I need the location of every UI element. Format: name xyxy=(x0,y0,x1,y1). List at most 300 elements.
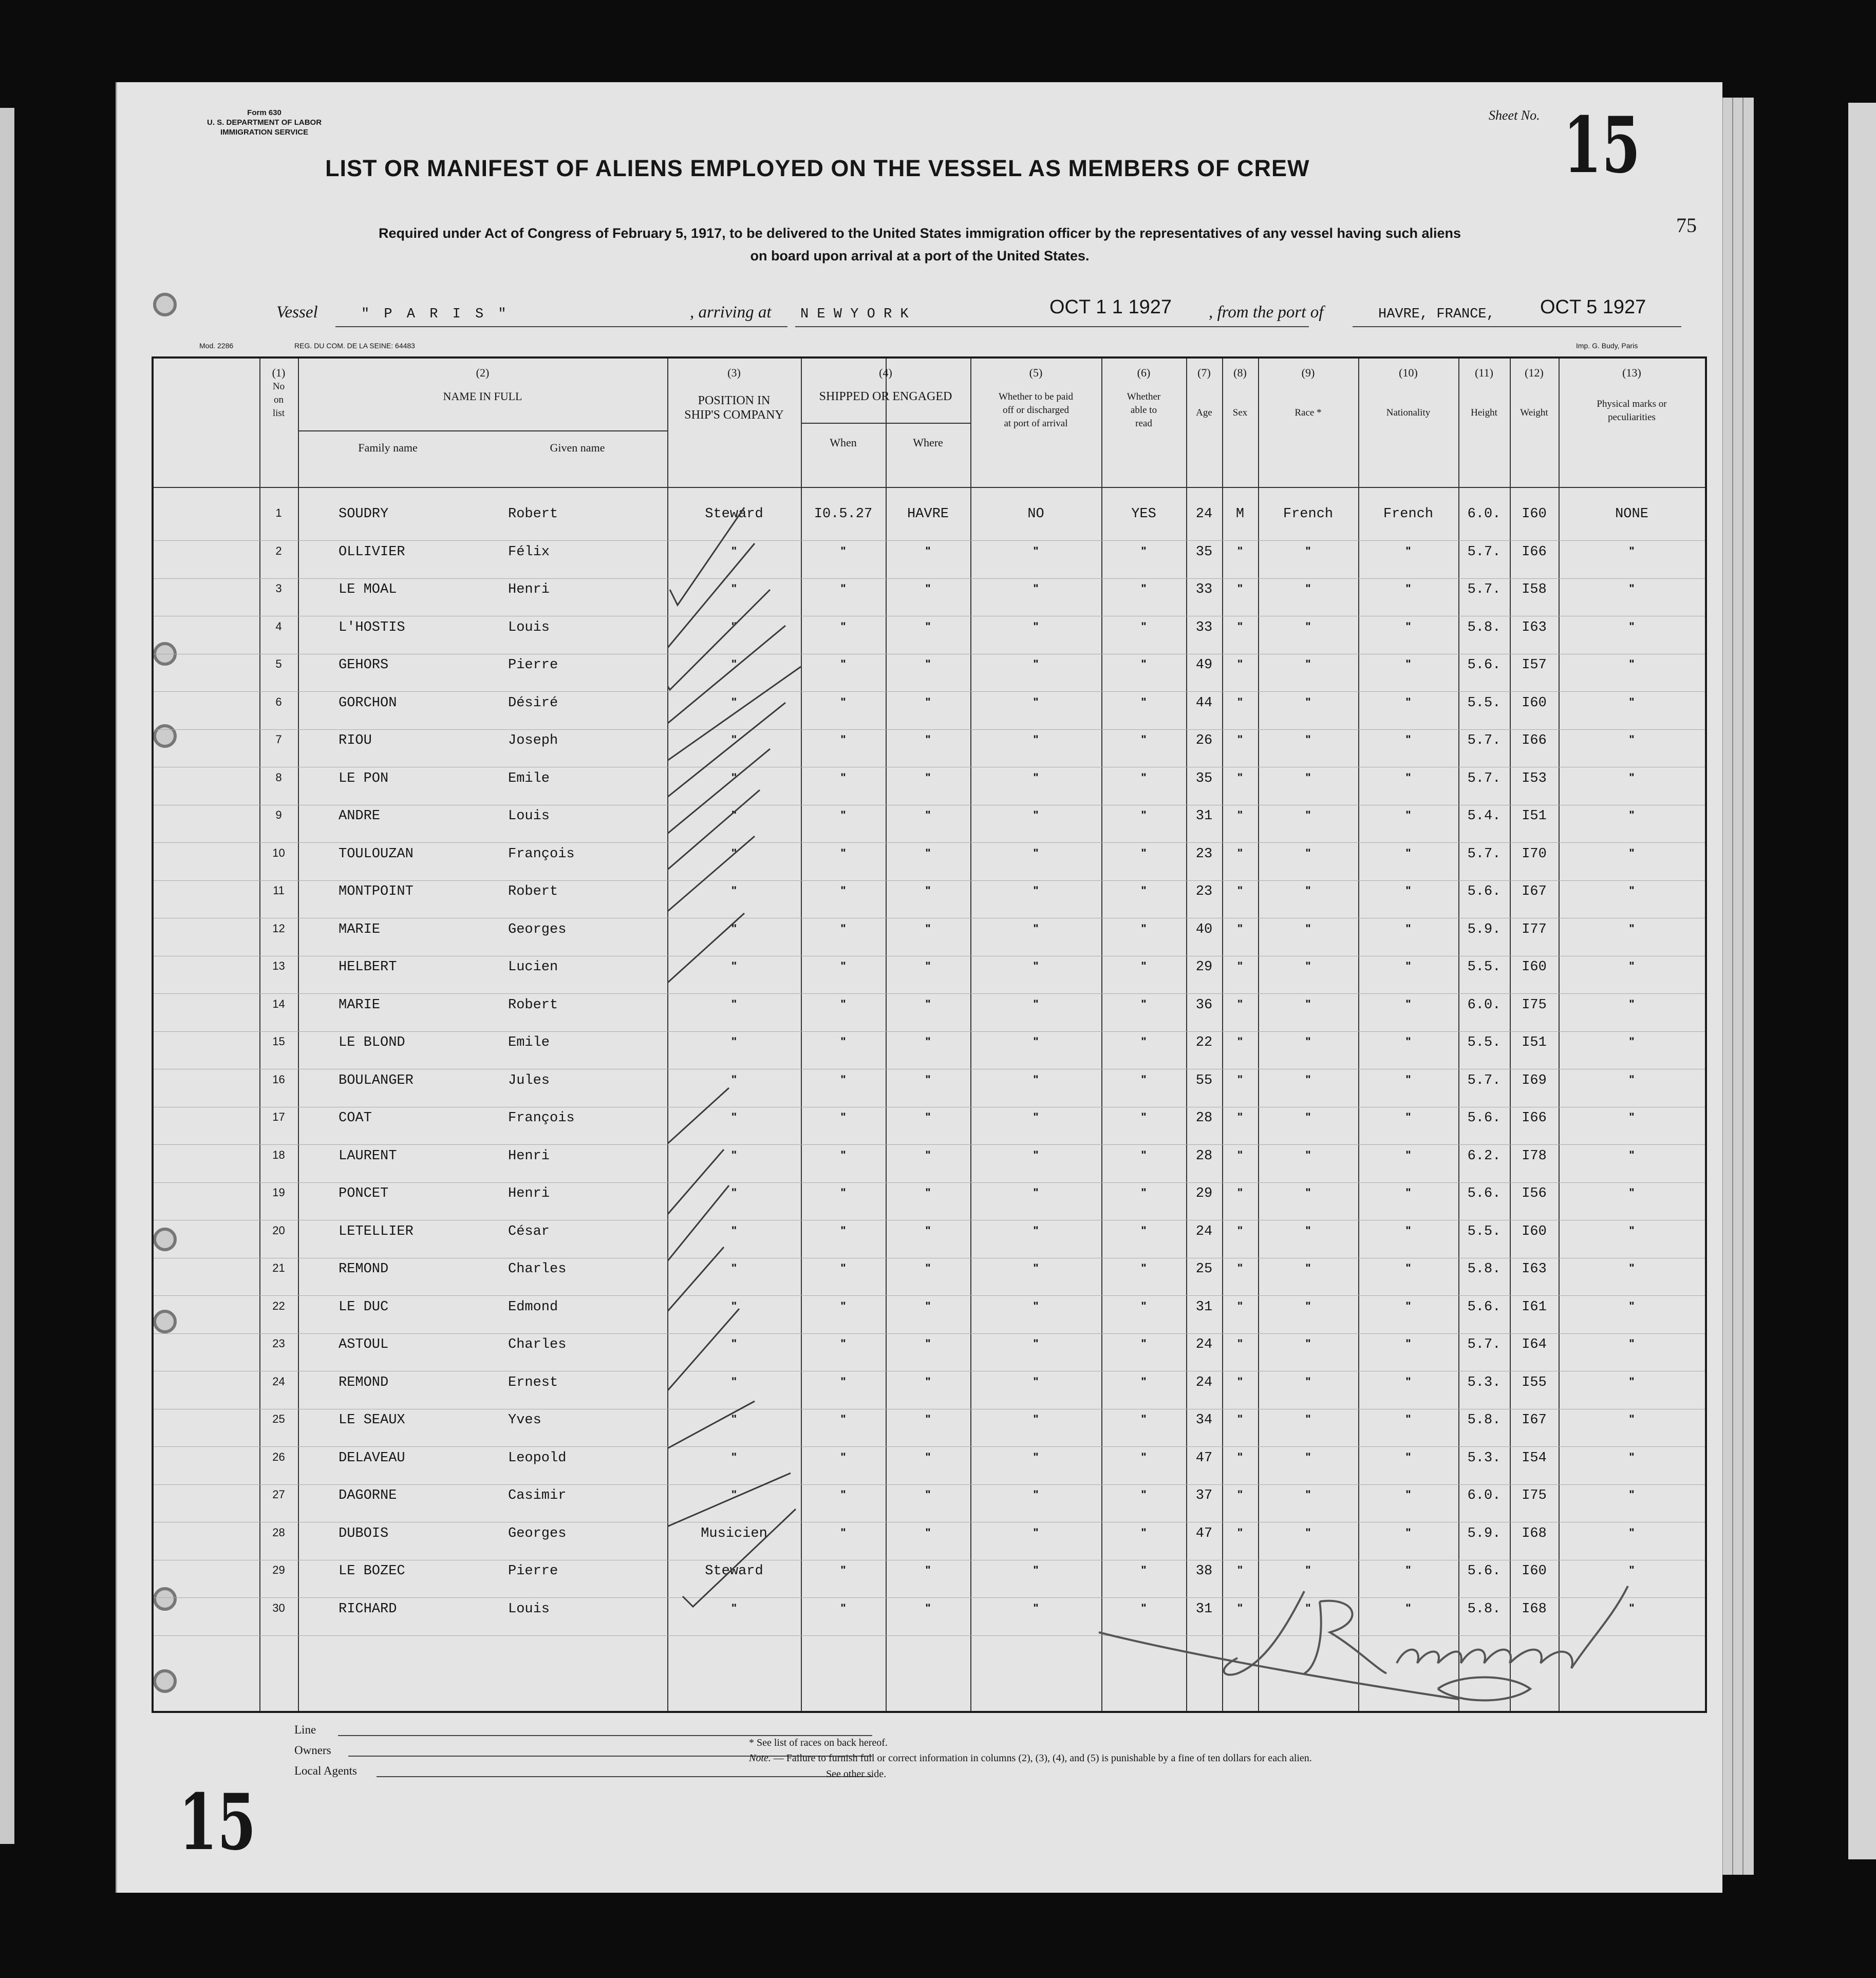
row-26-age: 47 xyxy=(1195,1450,1213,1466)
row-11-weight: I67 xyxy=(1522,884,1547,899)
row-3-age: 33 xyxy=(1195,582,1213,597)
row-29-age: 38 xyxy=(1195,1563,1213,1579)
row-30-given: Louis xyxy=(508,1601,550,1617)
row-18-position: " xyxy=(731,1148,737,1161)
row-6-marks: " xyxy=(1629,695,1635,708)
row-15-no: 15 xyxy=(272,1035,285,1048)
row-21-weight: I63 xyxy=(1522,1261,1547,1277)
row-1-weight: I60 xyxy=(1522,506,1547,522)
row-17-when: " xyxy=(840,1110,846,1123)
check-mark xyxy=(667,667,801,764)
line-label: Line xyxy=(294,1723,316,1736)
family-name-header: Family name xyxy=(358,441,418,454)
row-12-family: MARIE xyxy=(339,921,381,937)
row-15-when: " xyxy=(840,1035,846,1048)
row-4-race: " xyxy=(1305,619,1311,633)
row-13-no: 13 xyxy=(272,959,285,972)
row-8-paid: " xyxy=(1033,770,1039,784)
row-11-marks: " xyxy=(1629,884,1635,897)
row-23-weight: I64 xyxy=(1522,1337,1547,1352)
row-18-no: 18 xyxy=(272,1148,285,1161)
row-6-when: " xyxy=(840,695,846,708)
row-21-marks: " xyxy=(1629,1261,1635,1274)
row-21-nationality: " xyxy=(1405,1261,1411,1274)
row-22-where: " xyxy=(925,1299,931,1312)
row-23-family: ASTOUL xyxy=(339,1337,389,1352)
row-13-nationality: " xyxy=(1405,959,1411,972)
col-12-header: (12) Weight xyxy=(1520,366,1548,418)
row-24-weight: I55 xyxy=(1522,1374,1547,1390)
row-24-read: " xyxy=(1141,1374,1147,1388)
row-8-given: Emile xyxy=(508,770,550,786)
row-25-position: " xyxy=(731,1412,737,1425)
row-15-nationality: " xyxy=(1405,1035,1411,1048)
form-header xyxy=(207,108,322,137)
row-8-weight: I53 xyxy=(1522,770,1547,786)
row-25-age: 34 xyxy=(1195,1412,1213,1428)
row-28-sex: " xyxy=(1237,1525,1243,1539)
row-5-height: 5.6. xyxy=(1467,657,1501,673)
row-13-height: 5.5. xyxy=(1467,959,1501,975)
row-5-race: " xyxy=(1305,657,1311,670)
row-2-where: " xyxy=(925,544,931,557)
row-1-race: French xyxy=(1283,506,1334,522)
row-6-position: " xyxy=(731,695,737,708)
vessel-name: " P A R I S " xyxy=(361,307,510,322)
row-11-race: " xyxy=(1305,884,1311,897)
form-number: Form 630 xyxy=(247,108,282,117)
row-29-read: " xyxy=(1141,1563,1147,1576)
row-18-family: LAURENT xyxy=(339,1148,397,1164)
row-23-age: 24 xyxy=(1195,1337,1213,1352)
row-10-paid: " xyxy=(1033,846,1039,859)
binder-hole xyxy=(153,293,177,316)
row-4-nationality: " xyxy=(1405,619,1411,633)
row-29-sex: " xyxy=(1237,1563,1243,1576)
row-21-height: 5.8. xyxy=(1467,1261,1501,1277)
row-29-family: LE BOZEC xyxy=(339,1563,405,1579)
row-27-family: DAGORNE xyxy=(339,1488,397,1503)
row-12-given: Georges xyxy=(508,921,567,937)
row-22-age: 31 xyxy=(1195,1299,1213,1315)
owners-label: Owners xyxy=(294,1744,331,1757)
row-5-weight: I57 xyxy=(1522,657,1547,673)
row-6-sex: " xyxy=(1237,695,1243,708)
row-22-nationality: " xyxy=(1405,1299,1411,1312)
row-10-race: " xyxy=(1305,846,1311,859)
row-2-position: " xyxy=(731,544,737,557)
row-18-weight: I78 xyxy=(1522,1148,1547,1164)
row-18-read: " xyxy=(1141,1148,1147,1161)
row-6-age: 44 xyxy=(1195,695,1213,711)
row-1-paid: NO xyxy=(1027,506,1044,522)
row-15-height: 5.5. xyxy=(1467,1035,1501,1050)
row-27-read: " xyxy=(1141,1488,1147,1501)
row-15-weight: I51 xyxy=(1522,1035,1547,1050)
subtitle: Required under Act of Congress of February 5, 1917, to be delivered to the United States immigration officer by the representatives of any vessel having such aliens on board upon arrival at a port of the United States. xyxy=(378,225,1461,263)
row-5-given: Pierre xyxy=(508,657,558,673)
when-header: When xyxy=(830,436,857,449)
row-17-given: François xyxy=(508,1110,575,1126)
check-mark xyxy=(667,1185,729,1268)
row-9-marks: " xyxy=(1629,808,1635,821)
row-14-sex: " xyxy=(1237,997,1243,1010)
department: U. S. DEPARTMENT OF LABOR xyxy=(207,118,322,127)
row-17-race: " xyxy=(1305,1110,1311,1123)
row-28-weight: I68 xyxy=(1522,1525,1547,1541)
row-30-where: " xyxy=(925,1601,931,1614)
row-10-read: " xyxy=(1141,846,1147,859)
row-22-family: LE DUC xyxy=(339,1299,389,1315)
row-6-race: " xyxy=(1305,695,1311,708)
row-19-race: " xyxy=(1305,1186,1311,1199)
row-27-position: " xyxy=(731,1488,737,1501)
row-29-race: " xyxy=(1305,1563,1311,1576)
row-25-read: " xyxy=(1141,1412,1147,1425)
row-19-sex: " xyxy=(1237,1186,1243,1199)
row-25-height: 5.8. xyxy=(1467,1412,1501,1428)
row-7-age: 26 xyxy=(1195,733,1213,748)
row-9-read: " xyxy=(1141,808,1147,821)
row-12-no: 12 xyxy=(272,921,285,935)
row-13-paid: " xyxy=(1033,959,1039,972)
row-22-marks: " xyxy=(1629,1299,1635,1312)
row-14-position: " xyxy=(731,997,737,1010)
row-11-read: " xyxy=(1141,884,1147,897)
row-9-nationality: " xyxy=(1405,808,1411,821)
row-4-read: " xyxy=(1141,619,1147,633)
row-6-read: " xyxy=(1141,695,1147,708)
check-mark xyxy=(667,1247,724,1329)
mod-number: Mod. 2286 xyxy=(199,342,234,350)
row-3-sex: " xyxy=(1237,582,1243,595)
row-21-family: REMOND xyxy=(339,1261,389,1277)
row-15-read: " xyxy=(1141,1035,1147,1048)
row-30-race: " xyxy=(1305,1601,1311,1614)
manifest-page xyxy=(116,82,1722,1893)
row-19-read: " xyxy=(1141,1186,1147,1199)
row-14-when: " xyxy=(840,997,846,1010)
row-10-weight: I70 xyxy=(1522,846,1547,862)
row-18-height: 6.2. xyxy=(1467,1148,1501,1164)
col-7-header: (7) Age xyxy=(1196,366,1212,418)
row-22-race: " xyxy=(1305,1299,1311,1312)
corner-number: 75 xyxy=(1676,214,1697,237)
row-20-sex: " xyxy=(1237,1223,1243,1237)
row-7-given: Joseph xyxy=(508,733,558,748)
row-18-age: 28 xyxy=(1195,1148,1213,1164)
row-18-where: " xyxy=(925,1148,931,1161)
row-8-sex: " xyxy=(1237,770,1243,784)
row-20-nationality: " xyxy=(1405,1223,1411,1237)
arriving-port: N E W Y O R K xyxy=(800,307,909,322)
row-4-paid: " xyxy=(1033,619,1039,633)
row-6-no: 6 xyxy=(275,695,282,708)
row-9-when: " xyxy=(840,808,846,821)
row-24-no: 24 xyxy=(272,1374,285,1388)
row-19-no: 19 xyxy=(272,1186,285,1199)
row-26-read: " xyxy=(1141,1450,1147,1463)
row-9-race: " xyxy=(1305,808,1311,821)
row-12-paid: " xyxy=(1033,921,1039,935)
row-12-position: " xyxy=(731,921,737,935)
row-16-height: 5.7. xyxy=(1467,1072,1501,1088)
row-19-given: Henri xyxy=(508,1186,550,1201)
row-27-no: 27 xyxy=(272,1488,285,1501)
row-9-weight: I51 xyxy=(1522,808,1547,824)
row-22-sex: " xyxy=(1237,1299,1243,1312)
row-1-family: SOUDRY xyxy=(339,506,389,522)
row-17-paid: " xyxy=(1033,1110,1039,1123)
check-mark xyxy=(667,836,755,934)
row-14-no: 14 xyxy=(272,997,285,1010)
row-10-marks: " xyxy=(1629,846,1635,859)
row-17-nationality: " xyxy=(1405,1110,1411,1123)
row-8-where: " xyxy=(925,770,931,784)
row-20-weight: I60 xyxy=(1522,1223,1547,1239)
row-4-weight: I63 xyxy=(1522,619,1547,635)
row-29-when: " xyxy=(840,1563,846,1576)
check-mark xyxy=(667,590,770,690)
row-7-position: " xyxy=(731,733,737,746)
row-27-where: " xyxy=(925,1488,931,1501)
row-16-when: " xyxy=(840,1072,846,1086)
row-26-no: 26 xyxy=(272,1450,285,1463)
check-mark xyxy=(670,507,744,605)
row-7-height: 5.7. xyxy=(1467,733,1501,748)
row-26-where: " xyxy=(925,1450,931,1463)
row-13-position: " xyxy=(731,959,737,972)
row-29-paid: " xyxy=(1033,1563,1039,1576)
row-5-no: 5 xyxy=(275,657,282,670)
row-15-sex: " xyxy=(1237,1035,1243,1048)
row-14-height: 6.0. xyxy=(1467,997,1501,1013)
row-5-position: " xyxy=(731,657,737,670)
row-13-weight: I60 xyxy=(1522,959,1547,975)
row-18-given: Henri xyxy=(508,1148,550,1164)
row-7-where: " xyxy=(925,733,931,746)
row-1-when: I0.5.27 xyxy=(814,506,873,522)
row-17-position: " xyxy=(731,1110,737,1123)
row-6-where: " xyxy=(925,695,931,708)
row-21-sex: " xyxy=(1237,1261,1243,1274)
row-1-nationality: French xyxy=(1383,506,1434,522)
row-3-read: " xyxy=(1141,582,1147,595)
row-9-where: " xyxy=(925,808,931,821)
see-other-side: See other side. xyxy=(826,1768,887,1780)
row-3-position: " xyxy=(731,582,737,595)
row-2-height: 5.7. xyxy=(1467,544,1501,560)
row-14-paid: " xyxy=(1033,997,1039,1010)
row-27-sex: " xyxy=(1237,1488,1243,1501)
row-4-no: 4 xyxy=(275,619,282,633)
row-17-read: " xyxy=(1141,1110,1147,1123)
row-28-position: Musicien xyxy=(701,1525,767,1541)
row-24-nationality: " xyxy=(1405,1374,1411,1388)
row-22-read: " xyxy=(1141,1299,1147,1312)
row-1-height: 6.0. xyxy=(1467,506,1501,522)
row-19-height: 5.6. xyxy=(1467,1186,1501,1201)
arriving-label: , arriving at xyxy=(690,303,772,322)
row-7-when: " xyxy=(840,733,846,746)
row-30-read: " xyxy=(1141,1601,1147,1614)
row-12-sex: " xyxy=(1237,921,1243,935)
check-mark xyxy=(667,1401,755,1468)
row-23-no: 23 xyxy=(272,1337,285,1350)
row-26-marks: " xyxy=(1629,1450,1635,1463)
check-mark xyxy=(683,1509,796,1607)
row-23-marks: " xyxy=(1629,1337,1635,1350)
check-mark xyxy=(667,913,744,1011)
row-17-height: 5.6. xyxy=(1467,1110,1501,1126)
row-8-nationality: " xyxy=(1405,770,1411,784)
row-23-where: " xyxy=(925,1337,931,1350)
col-8-header: (8) Sex xyxy=(1232,366,1248,418)
local-agents-label: Local Agents xyxy=(294,1764,357,1777)
row-16-weight: I69 xyxy=(1522,1072,1547,1088)
row-2-race: " xyxy=(1305,544,1311,557)
vessel-underline xyxy=(335,326,787,327)
row-27-race: " xyxy=(1305,1488,1311,1501)
row-5-nationality: " xyxy=(1405,657,1411,670)
row-13-where: " xyxy=(925,959,931,972)
row-28-family: DUBOIS xyxy=(339,1525,389,1541)
check-mark xyxy=(667,749,770,846)
row-13-when: " xyxy=(840,959,846,972)
row-20-family: LETELLIER xyxy=(339,1223,414,1239)
row-20-when: " xyxy=(840,1223,846,1237)
arriving-underline xyxy=(795,326,1309,327)
row-20-read: " xyxy=(1141,1223,1147,1237)
row-5-where: " xyxy=(925,657,931,670)
row-1-read: YES xyxy=(1131,506,1156,522)
reg-number: REG. DU COM. DE LA SEINE: 64483 xyxy=(294,342,415,350)
row-3-family: LE MOAL xyxy=(339,582,397,597)
row-8-when: " xyxy=(840,770,846,784)
row-30-marks: " xyxy=(1629,1601,1635,1614)
row-21-read: " xyxy=(1141,1261,1147,1274)
row-17-marks: " xyxy=(1629,1110,1635,1123)
page-stack-edge xyxy=(1722,98,1733,1875)
row-7-marks: " xyxy=(1629,733,1635,746)
row-19-family: PONCET xyxy=(339,1186,389,1201)
row-16-no: 16 xyxy=(272,1072,285,1086)
row-16-where: " xyxy=(925,1072,931,1086)
row-24-when: " xyxy=(840,1374,846,1388)
row-11-given: Robert xyxy=(508,884,558,899)
row-14-nationality: " xyxy=(1405,997,1411,1010)
row-8-family: LE PON xyxy=(339,770,389,786)
row-26-race: " xyxy=(1305,1450,1311,1463)
bottom-sheet-number: 15 xyxy=(179,1777,256,1868)
row-15-race: " xyxy=(1305,1035,1311,1048)
row-24-sex: " xyxy=(1237,1374,1243,1388)
row-25-weight: I67 xyxy=(1522,1412,1547,1428)
row-18-race: " xyxy=(1305,1148,1311,1161)
row-6-weight: I60 xyxy=(1522,695,1547,711)
row-9-age: 31 xyxy=(1195,808,1213,824)
row-22-position: " xyxy=(731,1299,737,1312)
row-30-paid: " xyxy=(1033,1601,1039,1614)
row-3-paid: " xyxy=(1033,582,1039,595)
row-23-when: " xyxy=(840,1337,846,1350)
row-2-given: Félix xyxy=(508,544,550,560)
row-7-sex: " xyxy=(1237,733,1243,746)
row-27-given: Casimir xyxy=(508,1488,567,1503)
row-23-height: 5.7. xyxy=(1467,1337,1501,1352)
row-26-sex: " xyxy=(1237,1450,1243,1463)
row-29-height: 5.6. xyxy=(1467,1563,1501,1579)
row-5-family: GEHORS xyxy=(339,657,389,673)
row-29-weight: I60 xyxy=(1522,1563,1547,1579)
row-16-age: 55 xyxy=(1195,1072,1213,1088)
check-mark xyxy=(667,1473,791,1540)
row-18-nationality: " xyxy=(1405,1148,1411,1161)
departure-date-stamp: OCT 5 1927 xyxy=(1540,296,1646,318)
row-25-marks: " xyxy=(1629,1412,1635,1425)
row-17-no: 17 xyxy=(272,1110,285,1123)
row-11-position: " xyxy=(731,884,737,897)
row-22-weight: I61 xyxy=(1522,1299,1547,1315)
row-1-where: HAVRE xyxy=(907,506,949,522)
row-14-weight: I75 xyxy=(1522,997,1547,1013)
row-7-paid: " xyxy=(1033,733,1039,746)
row-1-given: Robert xyxy=(508,506,558,522)
row-16-marks: " xyxy=(1629,1072,1635,1086)
row-25-when: " xyxy=(840,1412,846,1425)
row-10-when: " xyxy=(840,846,846,859)
row-17-where: " xyxy=(925,1110,931,1123)
row-30-sex: " xyxy=(1237,1601,1243,1614)
row-3-no: 3 xyxy=(275,582,282,595)
row-25-sex: " xyxy=(1237,1412,1243,1425)
row-25-given: Yves xyxy=(508,1412,541,1428)
row-2-weight: I66 xyxy=(1522,544,1547,560)
row-24-age: 24 xyxy=(1195,1374,1213,1390)
row-14-family: MARIE xyxy=(339,997,381,1013)
row-25-no: 25 xyxy=(272,1412,285,1425)
check-mark xyxy=(667,543,755,651)
row-2-read: " xyxy=(1141,544,1147,557)
row-21-position: " xyxy=(731,1261,737,1274)
row-19-paid: " xyxy=(1033,1186,1039,1199)
row-25-paid: " xyxy=(1033,1412,1039,1425)
row-7-nationality: " xyxy=(1405,733,1411,746)
row-12-height: 5.9. xyxy=(1467,921,1501,937)
row-6-given: Désiré xyxy=(508,695,558,711)
from-underline xyxy=(1353,326,1681,327)
row-23-paid: " xyxy=(1033,1337,1039,1350)
row-10-nationality: " xyxy=(1405,846,1411,859)
row-26-height: 5.3. xyxy=(1467,1450,1501,1466)
row-10-where: " xyxy=(925,846,931,859)
row-13-read: " xyxy=(1141,959,1147,972)
printer-mark: Imp. G. Budy, Paris xyxy=(1576,342,1638,350)
col-13-header: (13) Physical marks or peculiarities xyxy=(1597,366,1667,423)
row-9-no: 9 xyxy=(275,808,282,821)
row-16-read: " xyxy=(1141,1072,1147,1086)
row-10-family: TOULOUZAN xyxy=(339,846,414,862)
row-27-marks: " xyxy=(1629,1488,1635,1501)
row-10-sex: " xyxy=(1237,846,1243,859)
row-26-nationality: " xyxy=(1405,1450,1411,1463)
row-22-height: 5.6. xyxy=(1467,1299,1501,1315)
row-26-family: DELAVEAU xyxy=(339,1450,405,1466)
row-4-family: L'HOSTIS xyxy=(339,619,405,635)
row-23-sex: " xyxy=(1237,1337,1243,1350)
row-19-nationality: " xyxy=(1405,1186,1411,1199)
row-20-height: 5.5. xyxy=(1467,1223,1501,1239)
